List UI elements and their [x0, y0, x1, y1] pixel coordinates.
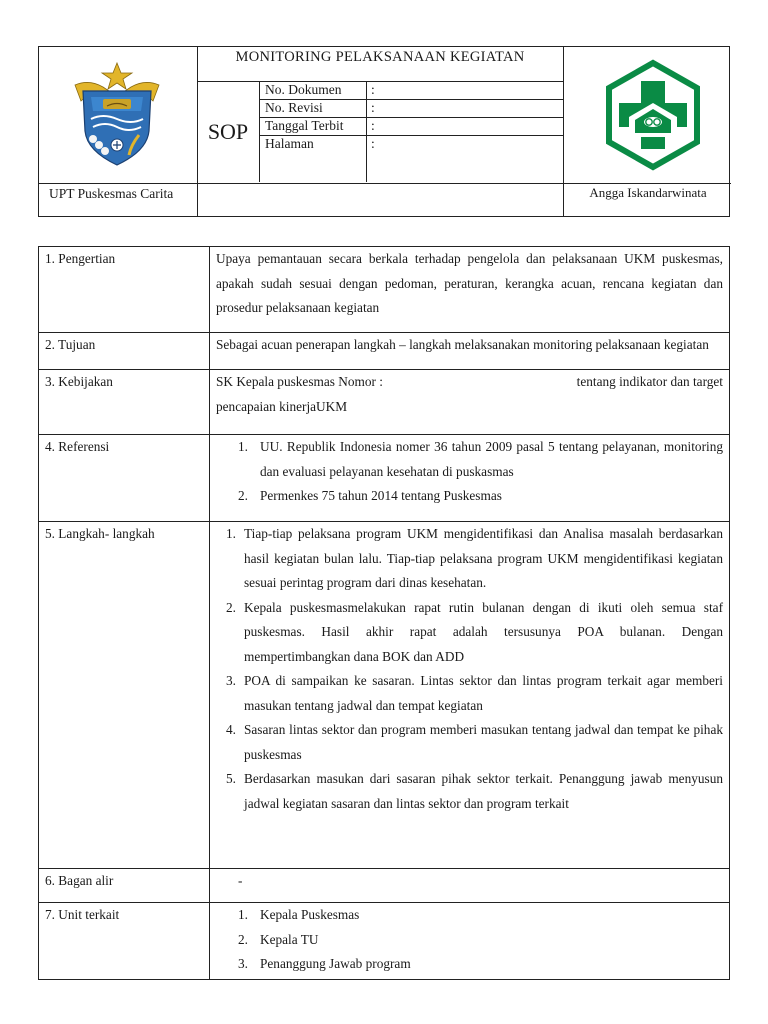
meta-label: No. Revisi [265, 100, 323, 115]
referensi-list [238, 435, 723, 509]
list-item [238, 903, 723, 928]
meta-row-no-revisi [259, 99, 563, 117]
section-body [210, 903, 730, 980]
list-text: Permenkes 75 tahun 2014 tentang Puskesmas [260, 488, 502, 503]
list-number: 1. [226, 526, 236, 541]
section-label: 7. Unit terkait [39, 903, 210, 980]
meta-value: : [371, 82, 375, 97]
list-text: Tiap-tiap pelaksana program UKM mengidentifikasi dan Analisa masalah berdasarkan hasil kegiatan bulan lalu. Tiap-tiap pelaksana program UKM mengidentifikasi kegiatan sesuai perintag program dari dinas kesehatan. [244, 526, 723, 590]
document-title: MONITORING PELAKSANAAN KEGIATAN [235, 49, 525, 65]
header-divider [563, 47, 564, 216]
section-body [210, 435, 730, 522]
puskesmas-cross-logo-icon [601, 59, 705, 171]
table-row [39, 333, 730, 370]
section-label: 4. Referensi [39, 435, 210, 522]
kebijakan-suffix: tentang indikator dan target [576, 374, 723, 389]
list-text: Kepala puskesmasmelakukan rapat rutin bulanan dengan di ikuti oleh semua staf puskesmas. Hasil akhir rapat adalah tersusunya POA bulanan. Dengan mempertimbangkan dana BOK dan ADD [244, 599, 723, 664]
meta-label: No. Dokumen [265, 82, 342, 97]
sop-header [38, 46, 730, 217]
unit-list [238, 903, 723, 977]
section-label: 6. Bagan alir [39, 869, 210, 903]
list-number: 1. [238, 907, 248, 922]
list-number: 3. [226, 673, 236, 688]
pengertian-text: Upaya pemantauan secara berkala terhadap pengelola dan pelaksanaan UKM puskesmas, apakah sudah sesuai dengan pedoman, peraturan, kerangka acuan, rencana kegiatan dan prosedur pelaksanaan kegiatan [216, 251, 723, 315]
list-text: Penanggung Jawab program [260, 956, 411, 971]
institution-name: UPT Puskesmas Carita [49, 186, 174, 201]
list-number: 5. [226, 771, 236, 786]
list-item [226, 767, 723, 816]
list-text: UU. Republik Indonesia nomer 36 tahun 2009 pasal 5 tentang pelayanan, monitoring dan evaluasi pelayanan kesehatan di puskasmas [260, 439, 723, 479]
section-body [210, 869, 730, 903]
table-row [39, 370, 730, 435]
list-number: 3. [238, 956, 248, 971]
table-row [39, 247, 730, 333]
list-item [226, 669, 723, 718]
meta-row-tanggal-terbit [259, 117, 563, 135]
list-item [238, 928, 723, 953]
list-text: Kepala TU [260, 931, 319, 947]
section-body [210, 247, 730, 333]
meta-value: : [371, 136, 375, 151]
meta-label: Tanggal Terbit [265, 118, 344, 133]
list-text: Sasaran lintas sektor dan program memberi masukan tentang jadwal dan tempat ke pihak puskesmas [244, 722, 723, 762]
list-item [226, 596, 723, 670]
meta-row-no-dokumen [259, 81, 563, 99]
list-number: 2. [238, 931, 248, 947]
section-label: 3. Kebijakan [39, 370, 210, 435]
list-number: 1. [238, 439, 248, 454]
meta-value: : [371, 118, 375, 133]
kebijakan-line2: pencapaian kinerjaUKM [216, 398, 348, 414]
section-label: 5. Langkah- langkah [39, 522, 210, 869]
kebijakan-prefix: SK Kepala puskesmas Nomor : [216, 374, 383, 389]
sop-label: SOP [207, 119, 249, 144]
sop-content-table [38, 246, 730, 980]
meta-value: : [371, 100, 375, 115]
list-item [238, 435, 723, 484]
table-row [39, 903, 730, 980]
bagan-text: - [238, 873, 243, 888]
signatory-name: Angga Iskandarwinata [589, 185, 707, 200]
tujuan-text: Sebagai acuan penerapan langkah – langkah melaksanakan monitoring pelaksanaan kegiatan [216, 337, 709, 352]
list-text: Berdasarkan masukan dari sasaran pihak sektor terkait. Penanggung jawab menyusun jadwal kegiatan sasaran dan lintas sektor dan program terkait [244, 771, 723, 811]
list-number: 4. [226, 722, 236, 737]
meta-label: Halaman [265, 136, 314, 151]
list-item [238, 484, 723, 509]
list-number: 2. [238, 488, 248, 503]
list-text: Kepala Puskesmas [260, 907, 360, 922]
section-label: 1. Pengertian [39, 247, 210, 333]
list-text: POA di sampaikan ke sasaran. Lintas sektor dan lintas program terkait agar memberi masukan tentang jadwal dan tempat kegiatan [244, 673, 723, 713]
list-number: 2. [226, 599, 236, 615]
meta-row-halaman [259, 135, 563, 153]
section-body [210, 522, 730, 869]
kebijakan-line1 [216, 370, 723, 395]
list-item [238, 952, 723, 977]
list-item [226, 718, 723, 767]
list-item [226, 522, 723, 596]
regency-coat-of-arms-icon [69, 61, 165, 171]
section-body [210, 333, 730, 370]
table-row [39, 522, 730, 869]
table-row [39, 869, 730, 903]
section-label: 2. Tujuan [39, 333, 210, 370]
section-body [210, 370, 730, 435]
langkah-list [226, 522, 723, 816]
table-row [39, 435, 730, 522]
